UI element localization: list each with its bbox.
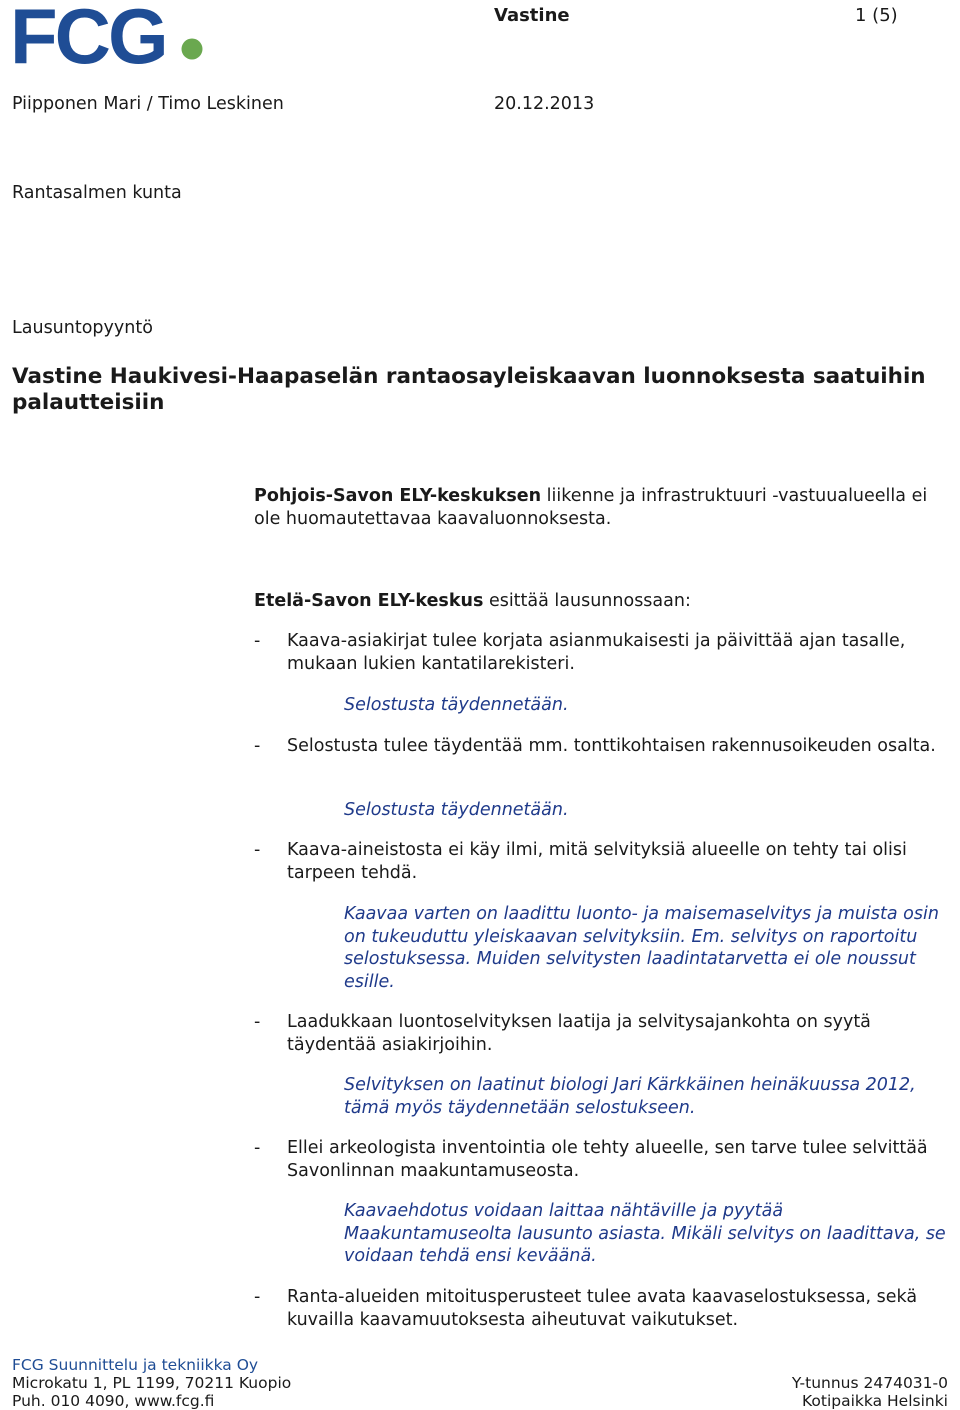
paragraph-text: esittää lausunnossaan: bbox=[483, 591, 691, 611]
list-item bbox=[254, 1011, 954, 1056]
paragraph-pohjois-savon bbox=[254, 485, 954, 530]
footer-contact: Puh. 010 4090, www.fcg.fi bbox=[12, 1392, 215, 1410]
recipient: Rantasalmen kunta bbox=[12, 183, 182, 203]
document-date: 20.12.2013 bbox=[494, 94, 595, 114]
authors: Piipponen Mari / Timo Leskinen bbox=[12, 94, 284, 114]
logo-dot bbox=[182, 39, 203, 60]
response-text: Kaavaa varten on laadittu luonto- ja maisemaselvitys ja muista osin on tukeuduttu yleiskaavan selvityksiin. Em. selvitys on raportoitu selostuksessa. Muiden selvitysten laadintatarvetta ei ole noussut esille. bbox=[344, 904, 939, 992]
document-title: Vastine Haukivesi-Haapaselän rantaosayleiskaavan luonnoksesta saatuihin palautteisiin bbox=[12, 364, 926, 415]
page-number: 1 (5) bbox=[855, 5, 898, 26]
paragraph-text: liikenne ja infrastruktuuri -vastuualueella ei ole huomautettavaa kaavaluonnoksesta. bbox=[254, 486, 928, 529]
list-item bbox=[254, 839, 954, 884]
list-dash: - bbox=[254, 1287, 261, 1307]
list-dash: - bbox=[254, 840, 261, 860]
response-text: Selostusta täydennetään. bbox=[344, 695, 569, 715]
footer-domicile: Kotipaikka Helsinki bbox=[802, 1392, 948, 1410]
logo-text: FCG bbox=[10, 2, 166, 68]
paragraph-etela-savon bbox=[254, 590, 954, 613]
list-item bbox=[254, 630, 954, 675]
list-item-text: Kaava-aineistosta ei käy ilmi, mitä selvityksiä alueelle on tehty tai olisi tarpeen tehdä. bbox=[287, 840, 907, 883]
list-item-text: Ellei arkeologista inventointia ole tehty alueelle, sen tarve tulee selvittää Savonlinnan maakuntamuseosta. bbox=[287, 1138, 928, 1181]
footer-business-id: Y-tunnus 2474031-0 bbox=[791, 1374, 948, 1392]
authority-name: Pohjois-Savon ELY-keskuksen bbox=[254, 486, 542, 506]
response-text: Kaavaehdotus voidaan laittaa nähtäville ja pyytää Maakuntamuseolta lausunto asiasta. Mikäli selvitys on laadittava, se voidaan tehdä ensi keväänä. bbox=[344, 1201, 946, 1266]
authority-name: Etelä-Savon ELY-keskus bbox=[254, 591, 484, 611]
list-item-text: Kaava-asiakirjat tulee korjata asianmukaisesti ja päivittää ajan tasalle, mukaan lukien kantatilarekisteri. bbox=[287, 631, 906, 674]
footer-company: FCG Suunnittelu ja tekniikka Oy bbox=[12, 1356, 259, 1374]
list-dash: - bbox=[254, 1138, 261, 1158]
footer-address: Microkatu 1, PL 1199, 70211 Kuopio bbox=[12, 1374, 292, 1392]
document-kind: Lausuntopyyntö bbox=[12, 318, 153, 338]
list-item bbox=[254, 1137, 954, 1182]
fcg-logo bbox=[10, 2, 210, 68]
list-dash: - bbox=[254, 631, 261, 651]
response-text: Selostusta täydennetään. bbox=[344, 800, 569, 820]
list-item-text: Selostusta tulee täydentää mm. tonttikohtaisen rakennusoikeuden osalta. bbox=[287, 736, 936, 756]
list-item bbox=[254, 735, 954, 758]
list-item-text: Ranta-alueiden mitoitusperusteet tulee avata kaavaselostuksessa, sekä kuvailla kaavamuutoksesta aiheutuvat vaikutukset. bbox=[287, 1287, 918, 1330]
list-dash: - bbox=[254, 1012, 261, 1032]
list-dash: - bbox=[254, 736, 261, 756]
response-text: Selvityksen on laatinut biologi Jari Kärkkäinen heinäkuussa 2012, tämä myös täydennetään selostukseen. bbox=[344, 1075, 916, 1118]
document-type: Vastine bbox=[494, 5, 570, 26]
list-item-text: Laadukkaan luontoselvityksen laatija ja selvitysajankohta on syytä täydentää asiakirjoihin. bbox=[287, 1012, 871, 1055]
list-item bbox=[254, 1286, 954, 1331]
